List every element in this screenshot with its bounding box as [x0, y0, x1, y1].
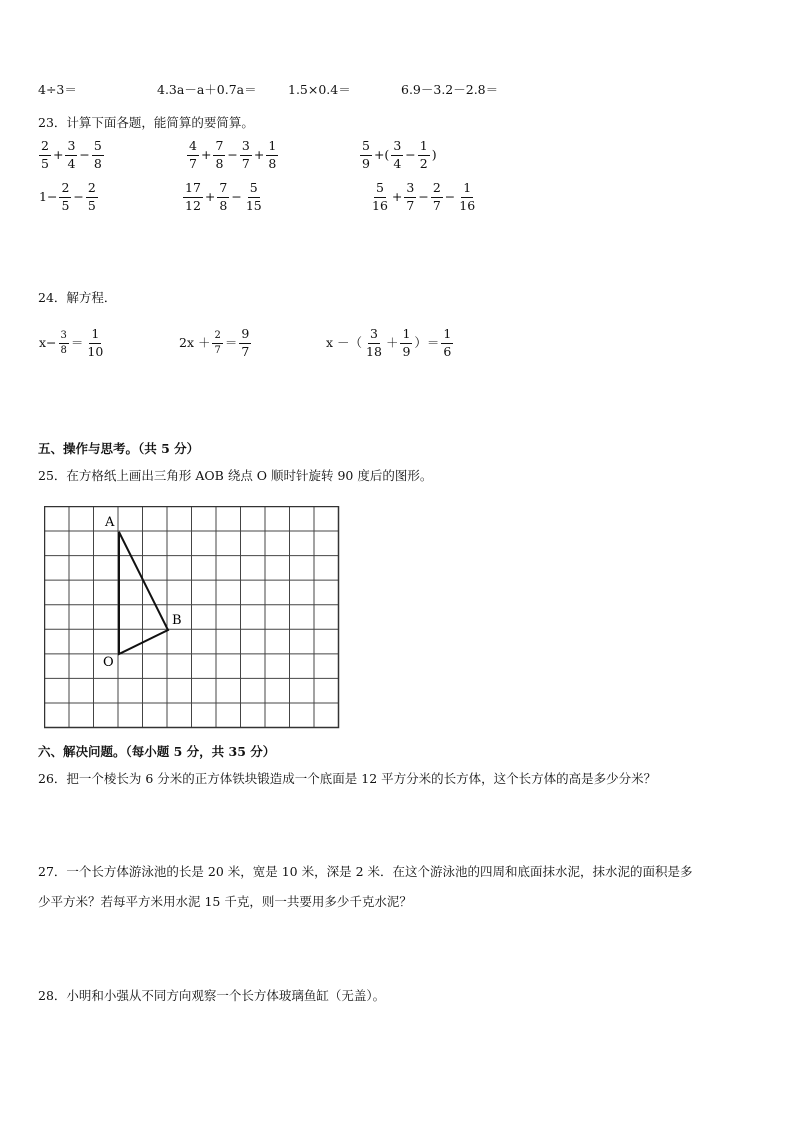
q24-equation-1: x− $\frac{3}{8}$ ＝ $\frac{1}{10}$ — [39, 326, 104, 359]
calc-item-1: 4÷3＝ — [38, 82, 77, 97]
section-6-heading: 六、解决问题。（每小题 5 分，共 35 分） — [38, 744, 276, 759]
triangle-aob — [119, 532, 168, 654]
q24-equation-3: x －（ $\frac{3}{18}$ ＋ $\frac{1}{9}$ ）＝ $\frac{1}{6}$ — [326, 326, 452, 359]
calc-item-2: 4.3a－a＋0.7a＝ — [157, 82, 257, 97]
question-26-text: 26．把一个棱长为 6 分米的正方体铁块锻造成一个底面是 12 平方分米的长方体，这个长方体的高是多少分米？ — [38, 771, 657, 786]
q23-expression-5: $\frac{17}{12}$ + $\frac{7}{8}$ − $\frac{5}{15}$ — [185, 180, 262, 213]
q23-expression-4: 1− $\frac{2}{5}$ − $\frac{2}{5}$ — [39, 180, 96, 213]
calc-item-3: 1.5×0.4＝ — [288, 82, 351, 97]
calc-item-4: 6.9－3.2－2.8＝ — [401, 82, 499, 97]
grid-figure — [44, 506, 340, 730]
question-24-title: 24．解方程． — [38, 290, 117, 305]
question-28-text: 28．小明和小强从不同方向观察一个长方体玻璃鱼缸（无盖）。 — [38, 988, 386, 1003]
label-a: A — [105, 515, 115, 530]
question-23-title: 23．计算下面各题，能简算的要简算。 — [38, 115, 254, 130]
q23-expression-6: $\frac{5}{16}$ + $\frac{3}{7}$ − $\frac{2}{7}$ − $\frac{1}{16}$ — [372, 180, 476, 213]
q23-expression-3: $\frac{5}{9}$ +( $\frac{3}{4}$ − $\frac{1}{2}$ ) — [362, 138, 437, 171]
label-o: O — [103, 655, 114, 670]
q24-equation-2: 2x ＋ $\frac{2}{7}$ ＝ $\frac{9}{7}$ — [179, 326, 250, 359]
q23-expression-1: $\frac{2}{5}$ + $\frac{3}{4}$ − $\frac{5}{8}$ — [41, 138, 102, 171]
label-b: B — [172, 613, 182, 628]
question-27-text-line1: 27．一个长方体游泳池的长是 20 米，宽是 10 米，深是 2 米．在这个游泳池的四周和底面抹水泥，抹水泥的面积是多 — [38, 864, 693, 879]
question-27-text-line2: 少平方米？若每平方米用水泥 15 千克，则一共要用多少千克水泥？ — [38, 894, 412, 909]
question-25-text: 25．在方格纸上画出三角形 AOB 绕点 O 顺时针旋转 90 度后的图形。 — [38, 468, 433, 483]
section-5-heading: 五、操作与思考。（共 5 分） — [38, 441, 200, 456]
q23-expression-2: $\frac{4}{7}$ + $\frac{7}{8}$ − $\frac{3}{7}$ + $\frac{1}{8}$ — [189, 138, 277, 171]
